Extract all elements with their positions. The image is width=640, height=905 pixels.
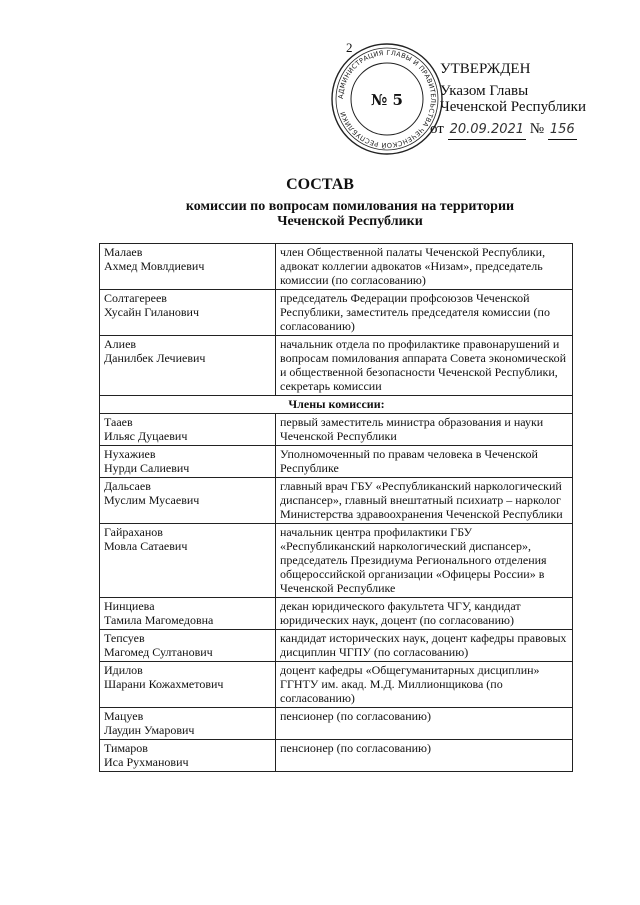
member-surname: Тепсуев xyxy=(104,631,145,645)
member-name-cell xyxy=(100,598,276,630)
table-row xyxy=(100,662,573,708)
svg-text:АДМИНИСТРАЦИЯ ГЛАВЫ И ПРАВИТЕЛ: АДМИНИСТРАЦИЯ ГЛАВЫ И ПРАВИТЕЛЬСТВА ЧЕЧЕНСКОЙ РЕСПУБЛИКИ xyxy=(336,48,438,150)
table-row xyxy=(100,446,573,478)
member-role: главный врач ГБУ «Республиканский наркологический диспансер», главный внештатный психиатр – нарколог Министерства здравоохранения Чеченской Республики xyxy=(276,478,573,524)
member-name-cell xyxy=(100,630,276,662)
member-role: пенсионер (по согласованию) xyxy=(276,740,573,772)
member-name-cell xyxy=(100,524,276,598)
member-given-name: Шарани Кожахметович xyxy=(104,677,224,691)
decree-date: 20.09.2021 xyxy=(448,120,526,140)
table-row xyxy=(100,740,573,772)
members-section-row xyxy=(100,396,573,414)
member-name-cell xyxy=(100,662,276,708)
member-given-name: Тамила Магомедовна xyxy=(104,613,214,627)
table-row xyxy=(100,336,573,396)
members-section-header: Члены комиссии: xyxy=(100,396,573,414)
member-role: начальник центра профилактики ГБУ «Республиканский наркологический диспансер», председатель Президиума Регионального отделения общероссийской организации «Офицеры России» в Чеченской Республике xyxy=(276,524,573,598)
member-name-cell xyxy=(100,708,276,740)
table-row xyxy=(100,630,573,662)
member-role: первый заместитель министра образования и науки Чеченской Республики xyxy=(276,414,573,446)
table-row xyxy=(100,598,573,630)
table-row xyxy=(100,524,573,598)
member-surname: Солтагереев xyxy=(104,291,167,305)
number-prefix: № xyxy=(529,121,545,137)
member-name-cell xyxy=(100,478,276,524)
member-role: кандидат исторических наук, доцент кафедры правовых дисциплин ЧГПУ (по согласованию) xyxy=(276,630,573,662)
member-role: декан юридического факультета ЧГУ, кандидат юридических наук, доцент (по согласованию) xyxy=(276,598,573,630)
member-given-name: Хусайн Гиланович xyxy=(104,305,200,319)
commission-table xyxy=(99,243,573,772)
member-name-cell xyxy=(100,740,276,772)
member-role: пенсионер (по согласованию) xyxy=(276,708,573,740)
date-number-line xyxy=(430,120,577,140)
member-given-name: Лаудин Умарович xyxy=(104,723,195,737)
member-surname: Нинциева xyxy=(104,599,155,613)
table-row xyxy=(100,290,573,336)
member-surname: Малаев xyxy=(104,245,143,259)
member-name-cell xyxy=(100,336,276,396)
approved-label: УТВЕРЖДЕН xyxy=(440,61,531,77)
date-prefix: от xyxy=(430,121,444,137)
official-seal-stamp xyxy=(330,42,444,156)
page-number: 2 xyxy=(346,40,353,55)
document-title: СОСТАВ xyxy=(286,176,354,193)
member-name-cell xyxy=(100,446,276,478)
member-surname: Дальсаев xyxy=(104,479,151,493)
member-given-name: Нурди Салиевич xyxy=(104,461,190,475)
republic-label: Чеченской Республики xyxy=(440,99,586,115)
member-surname: Мацуев xyxy=(104,709,144,723)
member-surname: Гайраханов xyxy=(104,525,163,539)
member-name-cell xyxy=(100,244,276,290)
member-role: член Общественной палаты Чеченской Республики, адвокат коллегии адвокатов «Низам», председатель комиссии (по согласованию) xyxy=(276,244,573,290)
member-role: доцент кафедры «Общегуманитарных дисциплин» ГГНТУ им. акад. М.Д. Миллионщикова (по согласованию) xyxy=(276,662,573,708)
member-given-name: Магомед Султанович xyxy=(104,645,213,659)
member-role: Уполномоченный по правам человека в Чеченской Республике xyxy=(276,446,573,478)
member-given-name: Данилбек Лечиевич xyxy=(104,351,206,365)
member-name-cell xyxy=(100,290,276,336)
table-row xyxy=(100,414,573,446)
table-row xyxy=(100,244,573,290)
svg-text:№ 5: № 5 xyxy=(371,91,403,109)
member-surname: Идилов xyxy=(104,663,143,677)
member-given-name: Муслим Мусаевич xyxy=(104,493,200,507)
subtitle-line-2: Чеченской Республики xyxy=(277,214,423,229)
member-surname: Тааев xyxy=(104,415,133,429)
table-row xyxy=(100,708,573,740)
member-name-cell xyxy=(100,414,276,446)
member-given-name: Иса Рухманович xyxy=(104,755,189,769)
decree-label: Указом Главы xyxy=(440,83,529,99)
member-surname: Тимаров xyxy=(104,741,148,755)
member-surname: Нухажиев xyxy=(104,447,156,461)
document-subtitle xyxy=(160,199,540,229)
subtitle-line-1: комиссии по вопросам помилования на территории xyxy=(185,199,515,214)
decree-number: 156 xyxy=(548,120,577,140)
member-given-name: Мовла Сатаевич xyxy=(104,539,188,553)
member-role: начальник отдела по профилактике правонарушений и вопросам помилования аппарата Совета экономической и общественной безопасности Чеченской Республики, секретарь комиссии xyxy=(276,336,573,396)
member-given-name: Ахмед Мовлдиевич xyxy=(104,259,205,273)
table-row xyxy=(100,478,573,524)
member-role: председатель Федерации профсоюзов Чеченской Республики, заместитель председателя комиссии (по согласованию) xyxy=(276,290,573,336)
member-surname: Алиев xyxy=(104,337,137,351)
member-given-name: Ильяс Дуцаевич xyxy=(104,429,188,443)
